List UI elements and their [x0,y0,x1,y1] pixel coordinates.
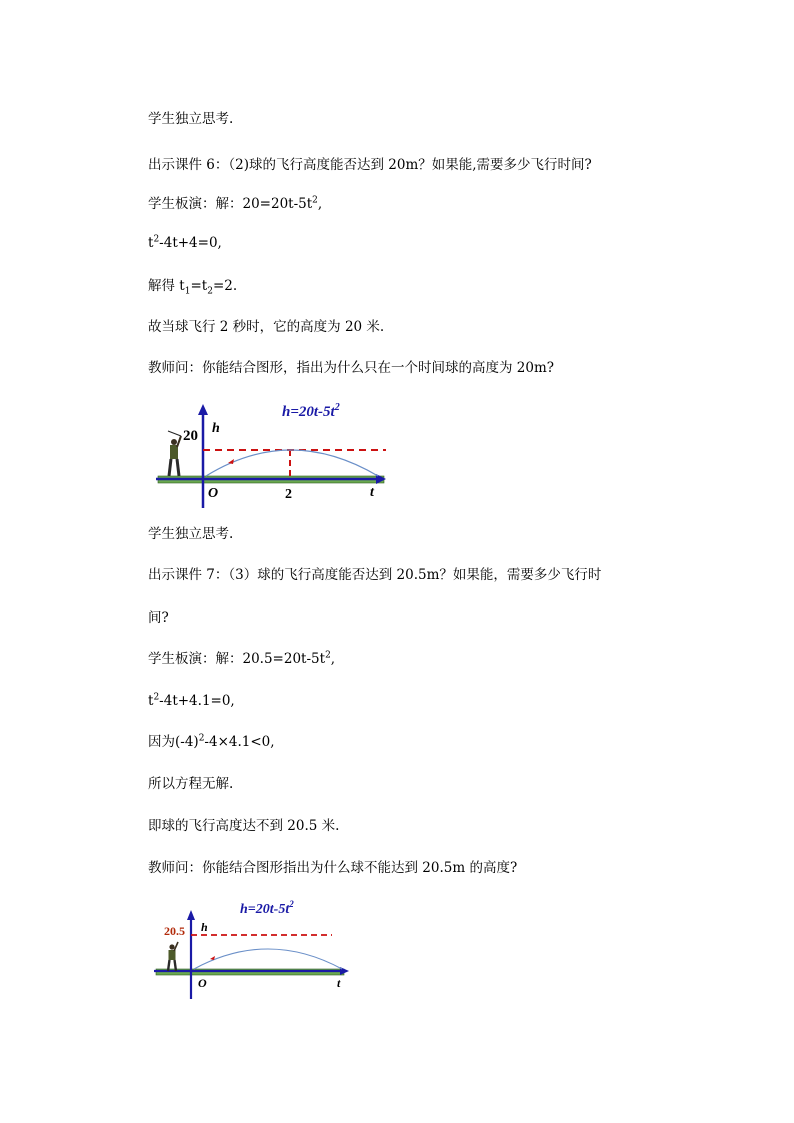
formula-label: $h=20t-5t^2$ [282,402,340,420]
text-segment: 学生板演：解：20=20t-5t [148,196,313,212]
y-tick-label: 20 [183,428,198,444]
superscript: 2 [198,733,205,744]
x-axis-label: t [370,485,374,500]
origin-label: O [198,976,207,990]
subscript: 1 [184,286,191,297]
text-line-7: 教师问：你能结合图形，指出为什么只在一个时间球的高度为 20m? [148,360,555,376]
text-line-2: 出示课件 6：（2)球的飞行高度能否达到 20m？如果能,需要多少飞行时间? [148,157,592,173]
text-line-10: 间? [148,610,169,626]
parabola-diagram-2 [150,895,355,1000]
superscript: 2 [312,195,318,206]
text-line-11 [148,650,335,668]
text-segment: -4t+4.1=0, [159,693,235,709]
formula-label: $h=20t-5t^2$ [240,899,294,917]
text-segment: 学生板演：解：20.5=20t-5t [148,651,326,667]
text-line-13 [148,733,275,751]
text-segment: =2. [212,278,238,294]
superscript: 2 [153,234,160,245]
y-axis-label: h [212,421,220,436]
text-line-6: 故当球飞行 2 秒时，它的高度为 20 米. [148,319,385,335]
text-line-4 [148,234,222,252]
text-segment: t [148,235,154,251]
y-axis-label: h [201,920,208,934]
parabola-figure-2 [150,895,355,1000]
text-segment: , [330,651,336,667]
y-axis-arrow [187,910,195,920]
text-line-12 [148,692,235,710]
text-segment: 解得 t [148,278,185,294]
text-segment: =t [190,278,208,294]
text-line-14: 所以方程无解. [148,776,234,792]
text-segment: 因为(-4) [148,734,199,750]
parabola-diagram-1 [150,398,390,510]
text-segment: -4×4.1<0, [204,734,275,750]
origin-label: O [208,486,219,501]
text-segment: , [317,196,323,212]
text-line-16: 教师问：你能结合图形指出为什么球不能达到 20.5m 的高度? [148,860,518,876]
text-line-5 [148,277,237,295]
text-line-3 [148,195,322,213]
y-tick-label: 20.5 [164,924,185,938]
text-line-8: 学生独立思考. [148,526,234,542]
x-axis-label: t [337,976,341,990]
superscript: 2 [153,692,160,703]
text-segment: -4t+4=0, [159,235,222,251]
trajectory-curve [194,949,342,969]
y-axis-arrow [198,404,208,415]
text-line-15: 即球的飞行高度达不到 20.5 米. [148,818,340,834]
superscript: 2 [325,650,331,661]
text-line-1: 学生独立思考. [148,111,234,127]
golfer-icon [168,942,178,971]
golfer-icon [168,431,181,476]
x-tick-label: 2 [285,487,292,502]
text-segment: t [148,693,154,709]
text-line-9: 出示课件 7：（3）球的飞行高度能否达到 20.5m？如果能，需要多少飞行时 [148,567,602,583]
parabola-figure-1 [150,398,390,510]
subscript: 2 [207,286,213,297]
